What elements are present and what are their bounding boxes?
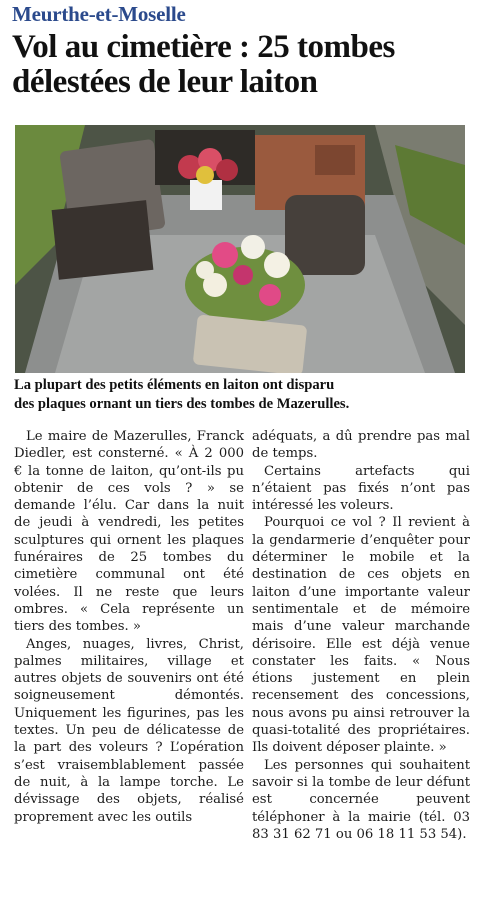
caption-line-2: des plaques ornant un tiers des tombes de Mazerulles. [14, 396, 350, 412]
paragraph: Les personnes qui souhaitent savoir si la tombe de leur défunt est concernée peuvent téléphoner à la mairie (tél. 03 83 31 62 71 ou 06 18 11 53 54). [252, 757, 470, 842]
cemetery-photo-illustration [15, 125, 465, 373]
headline-line-2: délestées de leur laiton [12, 64, 318, 100]
headline-line-1: Vol au cimetière : 25 tombes [12, 29, 395, 65]
caption-line-1: La plupart des petits éléments en laiton ont disparu [14, 377, 335, 393]
paragraph: Le maire de Mazerulles, Franck Diedler, est consterné. « À 2 000 € la tonne de laiton, qu’ont-ils pu obtenir de ces vols ? » se demande l’élu. Car dans la nuit de jeudi à vendredi, les petites sculptures qui ornent les plaques funéraires de 25 tombes du cimetière communal ont été volées. Il ne reste que leurs ombres. « Cela représente un tiers des tombes. » [14, 429, 244, 635]
photo-caption [14, 376, 474, 414]
article-column-right [252, 428, 470, 843]
paragraph: Pourquoi ce vol ? Il revient à la gendarmerie d’enquêter pour déterminer le mobile et la destination de ces objets en laiton d’une importante valeur sentimentale et de mémoire mais d’une valeur marchande dérisoire. Elle est déjà venue constater les faits. « Nous étions justement en plein recensement des concessions, nous avons pu ainsi retrouver la quasi-totalité des propriétaires. Ils doivent déposer plainte. » [252, 515, 470, 756]
article-column-left [14, 428, 244, 826]
paragraph: Anges, nuages, livres, Christ, palmes militaires, village et autres objets de souvenirs ont été soigneusement démontés. Uniquement les figurines, pas les textes. Un peu de délicatesse de la part des voleurs ? L’opération s’est vraisemblablement passée de nuit, à la lampe torche. Le dévissage des objets, réalisé proprement avec les outils [14, 636, 244, 825]
paragraph: Certains artefacts qui n’étaient pas fixés n’ont pas intéressé les voleurs. [252, 463, 470, 514]
paragraph: adéquats, a dû prendre pas mal de temps. [252, 429, 470, 462]
section-label: Meurthe-et-Moselle [12, 2, 186, 26]
article-headline [12, 30, 472, 100]
cemetery-photo [15, 125, 465, 373]
